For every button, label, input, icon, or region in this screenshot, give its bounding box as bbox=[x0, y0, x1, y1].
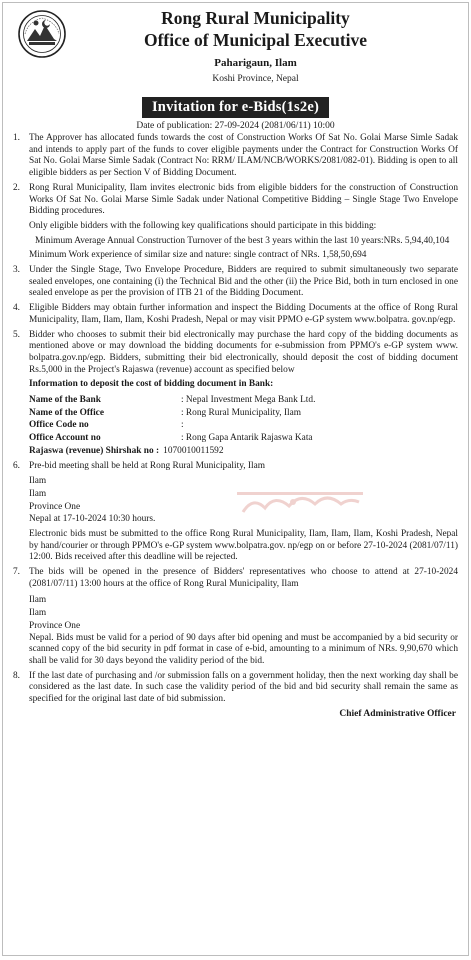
item-number: 6. bbox=[13, 460, 21, 471]
address-line: Ilam bbox=[29, 594, 47, 605]
item-text: Rong Rural Municipality, Ilam invites electronic bids from eligible bidders for the construction of Construction Works Of Sat No. Golai Marse Simle Sadak under National Competitive Bidding – Single Stage Two Envelope Bidding procedures. bbox=[29, 182, 458, 217]
notice-title-wrap bbox=[3, 97, 468, 118]
qualifications-intro: Only eligible bidders with the following key qualifications should participate in this bidding: bbox=[29, 220, 377, 231]
validity-text: Nepal. Bids must be valid for a period of 90 days after bid opening and must be accompanied by a bid security or scanned copy of the bid security in pdf format in case of e-bid, amounting to a minimum of NRs. 9,90,670 which shall be valid for 30 days beyond the validity period of the bid. bbox=[29, 632, 458, 666]
bank-label: Rajaswa (revenue) Shirshak no : bbox=[29, 445, 160, 456]
item-number: 2. bbox=[13, 182, 21, 193]
item-number: 8. bbox=[13, 670, 21, 681]
bank-row bbox=[29, 394, 458, 407]
bank-value: : Rong Gapa Antarik Rajaswa Kata bbox=[181, 433, 313, 444]
location: Paharigaun, Ilam bbox=[214, 57, 297, 69]
item-number: 5. bbox=[13, 329, 21, 340]
address-line: Province One bbox=[29, 620, 81, 631]
bank-table bbox=[29, 394, 458, 458]
list-item bbox=[13, 330, 458, 377]
item-text: Under the Single Stage, Two Envelope Procedure, Bidders are required to submit simultaneously two separate sealed envelopes, one containing (i) the Technical Bid and the other (ii) the Price Bid, both in turn enclosed in one sealed envelope as per the provision of ITB 21 of the Bidding Document. bbox=[29, 265, 458, 299]
address-line: Ilam bbox=[29, 476, 47, 487]
newspaper-watermark-logo bbox=[235, 486, 365, 516]
item-text: The bids will be opened in the presence of Bidders' representatives who choose to attend at 27-10-2024 (2081/07/11) 13:00 hours at the office of Rong Rural Municipality, Ilam bbox=[29, 567, 458, 589]
office-name: Office of Municipal Executive bbox=[143, 30, 368, 50]
item-number: 1. bbox=[13, 133, 21, 143]
address-line: Province One bbox=[29, 502, 81, 513]
item-number: 4. bbox=[13, 303, 21, 314]
item-text: If the last date of purchasing and /or submission falls on a government holiday, then the next working day shall be considered as the last date. In such case the validity period of the bid and bid security shall remain the same as specified for the original last date of bid submission. bbox=[29, 670, 458, 705]
bank-label: Name of the Bank bbox=[29, 395, 101, 406]
bank-row bbox=[29, 432, 458, 445]
item7-details bbox=[13, 594, 458, 668]
bank-label: Office Account no bbox=[29, 433, 101, 444]
prebid-time: Nepal at 17-10-2024 10:30 hours. bbox=[29, 514, 156, 525]
item-text: Pre-bid meeting shall be held at Rong Rural Municipality, Ilam bbox=[29, 460, 266, 471]
item-text: Bidder who chooses to submit their bid electronically may purchase the hard copy of the bidding documents as mentioned above or may download the bidding documents for e-submission from PPMO's e-GP system www. bolpatra.gov.np/egp. Bidders, submitting their bid electronically, should deposit the cost of bidding document Rs.5,000 in the Project's Rajaswa (revenue) account as specified below bbox=[29, 329, 458, 375]
list-item bbox=[13, 183, 458, 218]
bank-row bbox=[29, 445, 458, 458]
org-name: Rong Rural Municipality bbox=[161, 8, 350, 28]
list-item bbox=[13, 133, 458, 180]
header bbox=[3, 3, 468, 95]
notice-title: Invitation for e-Bids(1s2e) bbox=[142, 97, 329, 118]
item-text: Eligible Bidders may obtain further information and inspect the Bidding Documents at the office of Rong Rural Municipality, Ilam, Ilam, Ilam, Koshi Pradesh, Nepal or may visit PPMO e-GP system www.bolpatra. gov.np/egp. bbox=[29, 303, 458, 325]
notice-page bbox=[2, 2, 469, 956]
address-line: Ilam bbox=[29, 607, 47, 618]
item-number: 7. bbox=[13, 567, 21, 578]
item-text: The Approver has allocated funds towards the cost of Construction Works Of Sat No. Golai Marse Simle Sadak and intends to apply part of the funds to cover eligible payments under the Contract for Construction Works Of Sat No. Golai Marse Simle Sadak (Contract No: RRM/ ILAM/NCB/WORKS/2081/082-01). Bidding is open to all eligible bidders as per Section V of Bidding Document. bbox=[29, 133, 458, 179]
address-line: Ilam bbox=[29, 489, 47, 500]
bank-value: 1070010011592 bbox=[163, 445, 224, 456]
item-number: 3. bbox=[13, 265, 21, 276]
qualification-turnover: Minimum Average Annual Construction Turnover of the best 3 years within the last 10 years:NRs. 5,94,40,104 bbox=[35, 235, 450, 246]
list-item bbox=[13, 567, 458, 590]
bank-heading: Information to deposit the cost of bidding document in Bank: bbox=[29, 379, 274, 390]
bank-value: : Nepal Investment Mega Bank Ltd. bbox=[181, 395, 316, 406]
notice-body bbox=[3, 133, 468, 720]
bank-row bbox=[29, 407, 458, 420]
publication-date: Date of publication: 27-09-2024 (2081/06/11) 10:00 bbox=[136, 121, 335, 131]
list-item bbox=[13, 303, 458, 326]
list-item bbox=[13, 671, 458, 706]
province: Koshi Province, Nepal bbox=[212, 74, 299, 84]
qualifications bbox=[13, 221, 458, 262]
submission-text: Electronic bids must be submitted to the office Rong Rural Municipality, Ilam, Ilam, Ilam, Koshi Pradesh, Nepal by hand/courier or through PPMO's e-GP system www.bolpatra.gov. np/egp on or before 27-10-2024 (2081/07/11) 12:00. Bids received after this deadline will be rejected. bbox=[29, 528, 458, 563]
bank-value: : Rong Rural Municipality, Ilam bbox=[181, 407, 302, 418]
bank-value: : bbox=[181, 420, 184, 431]
bank-label: Name of the Office bbox=[29, 407, 104, 418]
bank-row bbox=[29, 419, 458, 432]
qualification-experience: Minimum Work experience of similar size and nature: single contract of NRs. 1,58,50,694 bbox=[29, 250, 367, 261]
signature: Chief Administrative Officer bbox=[339, 708, 456, 719]
list-item bbox=[13, 265, 458, 300]
bank-label: Office Code no bbox=[29, 420, 89, 431]
list-item bbox=[13, 461, 458, 473]
